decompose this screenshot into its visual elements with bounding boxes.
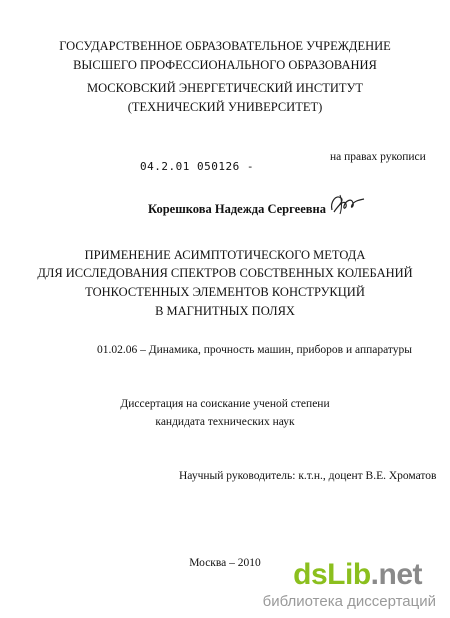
degree-line-2: кандидата технических наук: [155, 416, 295, 428]
title-line-2: ДЛЯ ИССЛЕДОВАНИЯ СПЕКТРОВ СОБСТВЕННЫХ КОЛЕБАНИЙ: [37, 266, 413, 280]
watermark: [229, 558, 444, 614]
institute-line-2: (ТЕХНИЧЕСКИЙ УНИВЕРСИТЕТ): [127, 100, 323, 114]
specialty-code: 01.02.06 – Динамика, прочность машин, приборов и аппаратуры: [97, 344, 413, 356]
watermark-logo: dsLib.net: [293, 558, 422, 591]
watermark-subtitle: библиотека диссертаций: [262, 593, 436, 610]
org-line-2: ВЫСШЕГО ПРОФЕССИОНАЛЬНОГО ОБРАЗОВАНИЯ: [73, 58, 377, 72]
city-year: Москва – 2010: [189, 557, 261, 569]
archive-stamp-code: 04.2.01 050126 -: [140, 160, 254, 173]
manuscript-rights: на правах рукописи: [330, 151, 426, 163]
signature-icon: [326, 190, 370, 218]
degree-line-1: Диссертация на соискание ученой степени: [120, 398, 330, 410]
title-line-1: ПРИМЕНЕНИЕ АСИМПТОТИЧЕСКОГО МЕТОДА: [84, 248, 366, 262]
title-line-4: В МАГНИТНЫХ ПОЛЯХ: [155, 304, 295, 318]
institute-line-1: МОСКОВСКИЙ ЭНЕРГЕТИЧЕСКИЙ ИНСТИТУТ: [86, 81, 364, 95]
org-line-1: ГОСУДАРСТВЕННОЕ ОБРАЗОВАТЕЛЬНОЕ УЧРЕЖДЕНИЕ: [59, 39, 391, 53]
supervisor: Научный руководитель: к.т.н., доцент В.Е. Хроматов: [179, 470, 437, 482]
title-line-3: ТОНКОСТЕННЫХ ЭЛЕМЕНТОВ КОНСТРУКЦИЙ: [85, 285, 365, 299]
author-name: Корешкова Надежда Сергеевна: [148, 202, 326, 216]
